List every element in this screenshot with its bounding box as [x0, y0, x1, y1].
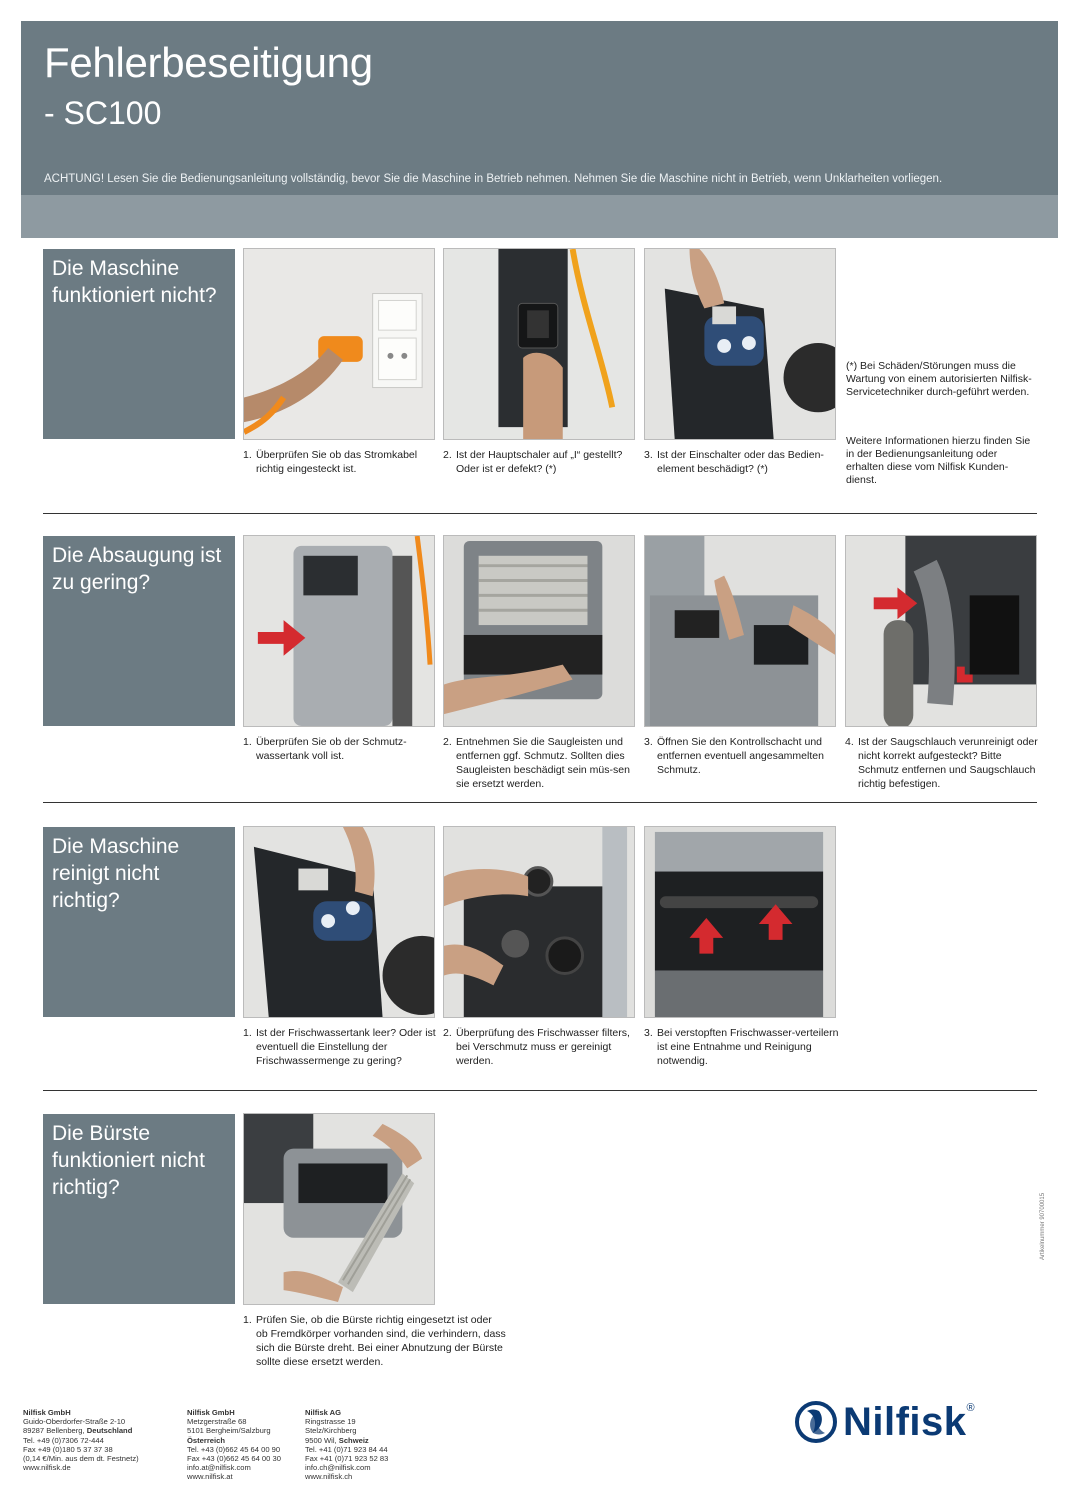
warning-text: ACHTUNG! Lesen Sie die Bedienungsanleitung vollständig, bevor Sie die Maschine in Betrieb nehmen. Nehmen Sie die Maschine nicht in Betrieb, wenn Unklarheiten vorliegen. [44, 173, 943, 185]
caption-step: 3. Öffnen Sie den Kontrollschacht und entfernen eventuell angesammelten Schmutz. [644, 736, 824, 776]
photo-power-plug [243, 248, 435, 440]
nilfisk-logo [795, 1398, 1035, 1446]
photo-inspection-shaft [644, 535, 836, 727]
photo-suction-hose [845, 535, 1037, 727]
caption-step: 1. Ist der Frischwassertank leer? Oder ist eventuell die Einstellung der Frischwassermenge zu gering? [243, 1027, 436, 1067]
logo-registered-mark: ® [966, 1402, 975, 1414]
photo-water-distributor [644, 826, 836, 1018]
section-label-brush-not-working: Die Bürste funktioniert nicht richtig? [43, 1114, 235, 1304]
nilfisk-logo-icon [795, 1401, 837, 1443]
caption-step: 2. Ist der Hauptschaler auf „I“ gestellt? Oder ist er defekt? (*) [443, 449, 623, 475]
photo-water-setting [243, 826, 435, 1018]
photo-freshwater-filter [443, 826, 635, 1018]
photo-main-switch [443, 248, 635, 440]
page-title: Fehlerbeseitigung [44, 39, 373, 86]
caption-step: 4. Ist der Saugschlauch verunreinigt oder nicht korrekt aufgesteckt? Bitte Schmutz entfernen und Saugschlauch richtig befestigen. [845, 736, 1038, 790]
address-germany: Nilfisk GmbH Guido-Oberdorfer-Straße 2-10 89287 Bellenberg, Deutschland Tel. +49 (0)7306 72-444 Fax +49 (0)180 5 37 37 38 (0,14 €/Min. aus dem dt. Festnetz) www.nilfisk.de [23, 1408, 139, 1473]
page-subtitle: - SC100 [44, 95, 162, 131]
section-divider [43, 513, 1037, 514]
photo-squeegee [443, 535, 635, 727]
caption-step: 1. Prüfen Sie, ob die Bürste richtig eingesetzt ist oder ob Fremdkörper vorhanden sind, die verhindern, dass sich die Bürste dreht. Bei einer Abnutzung der Bürste sollte diese ersetzt werden. [243, 1314, 506, 1368]
caption-step: 3. Bei verstopften Frischwasser-verteilern ist eine Entnahme und Reinigung notwendig. [644, 1027, 839, 1067]
photo-brush [243, 1113, 435, 1305]
photo-control-panel [644, 248, 836, 440]
section-divider [43, 802, 1037, 803]
section-label-not-cleaning: Die Maschine reinigt nicht richtig? [43, 827, 235, 1017]
info-note: Weitere Informationen hierzu finden Sie in der Bedienungsanleitung oder erhalten diese vom Nilfisk Kunden-dienst. [846, 435, 1031, 486]
section-label-suction-too-low: Die Absaugung ist zu gering? [43, 536, 235, 726]
header-banner [21, 21, 1058, 238]
caption-step: 3. Ist der Einschalter oder das Bedien-element beschädigt? (*) [644, 449, 824, 475]
address-austria: Nilfisk GmbH Metzgerstraße 68 5101 Bergheim/Salzburg Österreich Tel. +43 (0)662 45 64 00 90 Fax +43 (0)662 45 64 00 30 info.at@nilfisk.com www.nilfisk.at [187, 1408, 281, 1482]
article-number: Artikelnummer 90700015 [1040, 1192, 1046, 1260]
caption-step: 2. Entnehmen Sie die Saugleisten und entfernen ggf. Schmutz. Sollten dies Saugleisten beschädigt sein müs-sen sie ersetzt werden. [443, 736, 630, 790]
logo-wordmark: Nilfisk [843, 1399, 967, 1444]
caption-step: 1. Überprüfen Sie ob der Schmutz-wassertank voll ist. [243, 736, 407, 762]
section-divider [43, 1090, 1037, 1091]
caption-step: 2. Überprüfung des Frischwasser filters, bei Verschmutz muss er gereinigt werden. [443, 1027, 630, 1067]
section-label-machine-not-working: Die Maschine funktioniert nicht? [43, 249, 235, 439]
header-band [21, 195, 1058, 238]
service-note: (*) Bei Schäden/Störungen muss die Wartung von einem autorisierten Nilfisk-Servicetechniker durch-geführt werden. [846, 360, 1032, 398]
photo-dirty-water-tank [243, 535, 435, 727]
caption-step: 1. Überprüfen Sie ob das Stromkabel richtig eingesteckt ist. [243, 449, 418, 475]
address-switzerland: Nilfisk AG Ringstrasse 19 Stelz/Kirchberg 9500 Wil, Schweiz Tel. +41 (0)71 923 84 44 Fax +41 (0)71 923 52 83 info.ch@nilfisk.com www.nilfisk.ch [305, 1408, 389, 1482]
